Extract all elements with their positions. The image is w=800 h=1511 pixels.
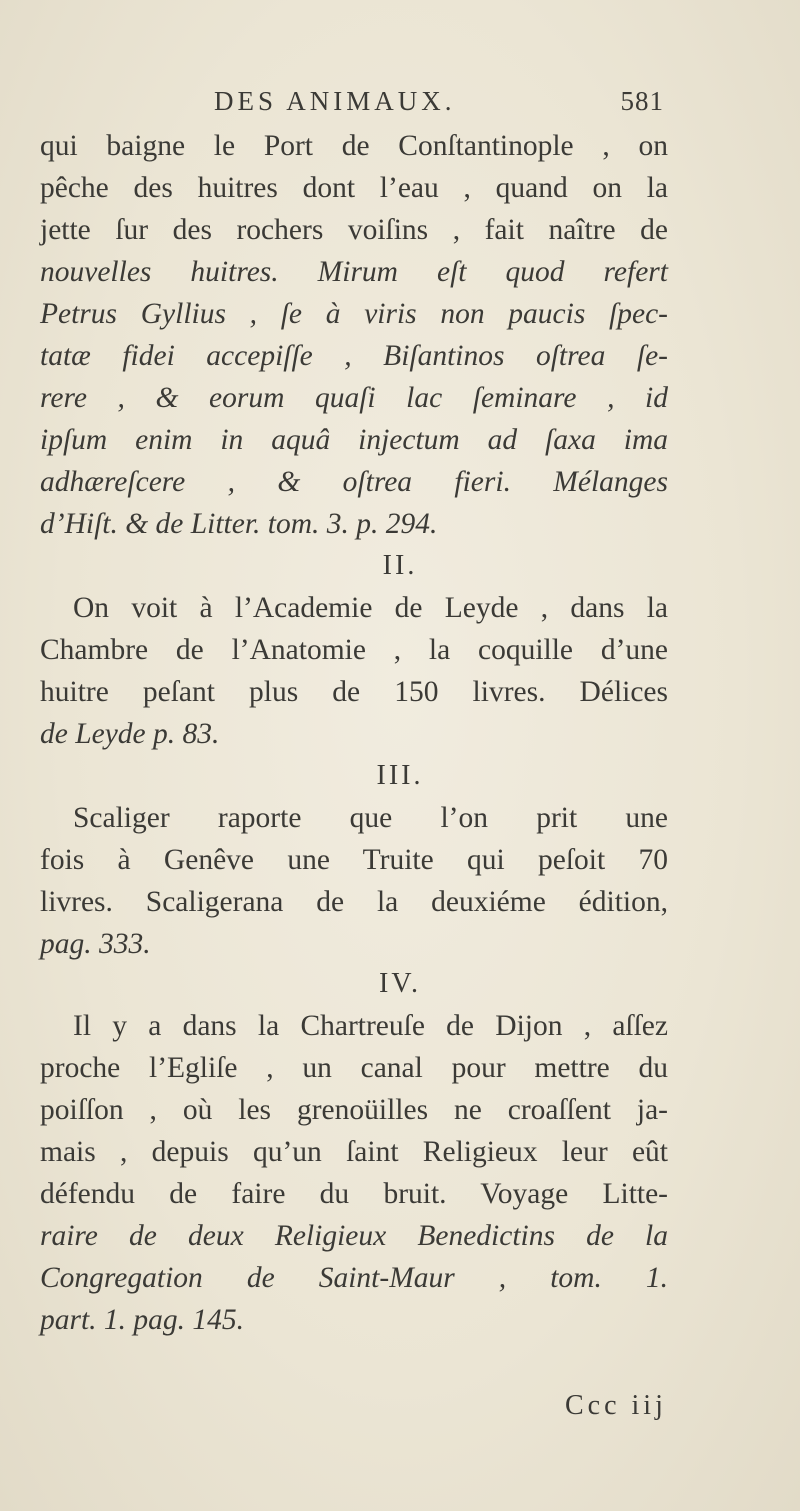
text-line: fois à Genêve une Truite qui peſoit 70 xyxy=(40,844,668,876)
text-line: part. 1. pag. 145. xyxy=(40,1304,245,1336)
running-title: DES ANIMAUX. xyxy=(214,86,456,116)
text-line: rere , & eorum quaſi lac ſeminare , id xyxy=(40,382,668,414)
signature-mark: Ccc iij xyxy=(565,1390,667,1421)
text-line: Congregation de Saint-Maur , tom. 1. xyxy=(40,1262,668,1294)
text-line: raire de deux Religieux Benedictins de la xyxy=(40,1220,668,1252)
text-line: de Leyde p. 83. xyxy=(40,718,220,750)
text-line: ipſum enim in aquâ injectum ad ſaxa ima xyxy=(40,424,668,456)
text-line: poiſſon , où les grenoüilles ne croaſſent ja- xyxy=(40,1094,668,1126)
text-line: tatæ fidei accepiſſe , Biſantinos oſtrea ſe- xyxy=(40,340,668,372)
page-number: 581 xyxy=(620,86,664,116)
text-line: pag. 333. xyxy=(40,928,151,960)
text-line: Chambre de l’Anatomie , la coquille d’une xyxy=(40,634,668,666)
text-line: Petrus Gyllius , ſe à viris non paucis ſpec- xyxy=(40,298,668,330)
text-line: livres. Scaligerana de la deuxiéme édition, xyxy=(40,886,668,918)
text-line: d’Hiſt. & de Litter. tom. 3. p. 294. xyxy=(40,508,438,540)
section-heading: IV. xyxy=(379,968,421,999)
text-line: jette ſur des rochers voiſins , fait naître de xyxy=(40,214,668,246)
text-line: pêche des huitres dont l’eau , quand on la xyxy=(40,172,668,204)
text-line: défendu de faire du bruit. Voyage Litte- xyxy=(40,1178,668,1210)
text-line: Il y a dans la Chartreuſe de Dijon , aſſez xyxy=(73,1010,668,1042)
text-line: On voit à l’Academie de Leyde , dans la xyxy=(73,592,668,624)
text-line: huitre peſant plus de 150 livres. Délices xyxy=(40,676,668,708)
page-header xyxy=(214,86,664,126)
text-line: qui baigne le Port de Conſtantinople , on xyxy=(40,130,668,162)
text-line: mais , depuis qu’un ſaint Religieux leur eût xyxy=(40,1136,668,1168)
text-line: adhæreſcere , & oſtrea fieri. Mélanges xyxy=(40,466,668,498)
text-line: proche l’Egliſe , un canal pour mettre du xyxy=(40,1052,668,1084)
section-heading: II. xyxy=(382,550,418,581)
text-line: nouvelles huitres. Mirum eſt quod refert xyxy=(40,256,668,288)
section-heading: III. xyxy=(376,760,424,791)
text-line: Scaliger raporte que l’on prit une xyxy=(73,802,668,834)
